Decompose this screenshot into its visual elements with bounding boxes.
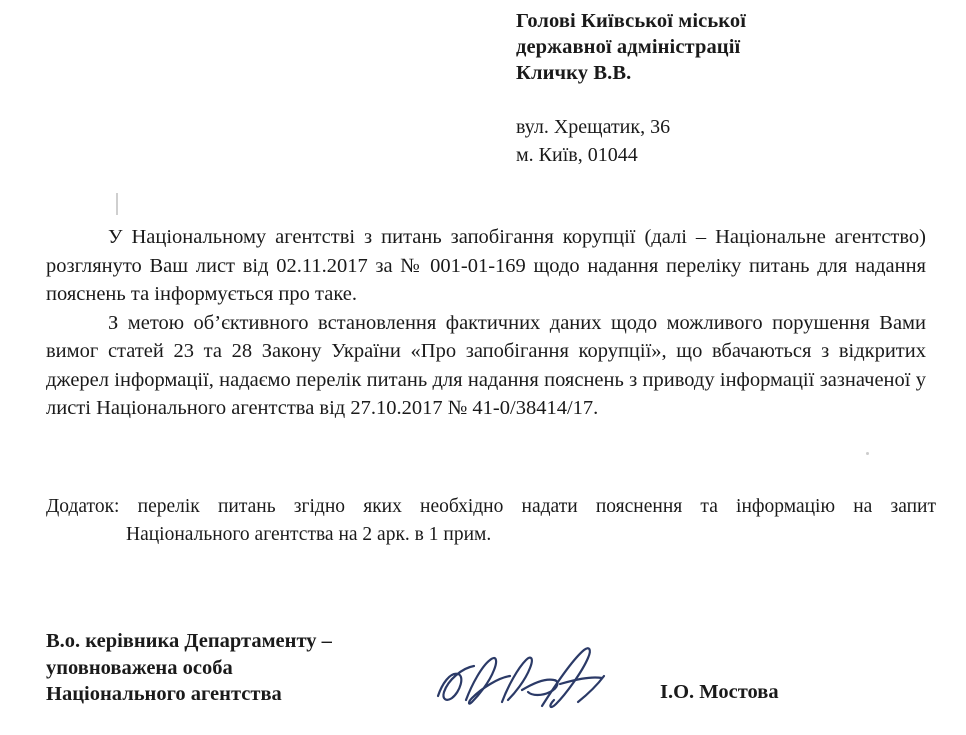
- addressee-line-3: Кличку В.В.: [516, 62, 632, 84]
- signer-name: І.О. Мостова: [660, 681, 779, 703]
- addressee-block: [516, 8, 936, 86]
- scan-artifact: [866, 452, 869, 455]
- signature-title-line-3: Національного агентства: [46, 683, 282, 705]
- signature-title-line-1: В.о. керівника Департаменту –: [46, 630, 332, 652]
- scan-artifact: [116, 193, 118, 215]
- addressee-line-1: Голові Київської міської: [516, 10, 747, 32]
- body-paragraph-2: З метою об’єктивного встановлення фактичних даних щодо можливого порушення Вами вимог статей 23 та 28 Закону України «Про запобігання корупції», що вбачаються з відкритих джерел інформації, надаємо перелік питань для надання пояснень з приводу інформації зазначеної у листі Національного агентства від 27.10.2017 № 41-0/38414/17.: [46, 311, 926, 419]
- attachment-note: [46, 493, 936, 549]
- attachment-line-2: Національного агентства на 2 арк. в 1 прим.: [126, 524, 492, 545]
- signature-block: [46, 628, 466, 708]
- handwritten-signature-icon: [432, 644, 652, 724]
- address-block: [516, 113, 936, 169]
- attachment-line-1: Додаток: перелік питань згідно яких необхідно надати пояснення та інформацію на запит: [46, 496, 936, 517]
- address-line-street: вул. Хрещатик, 36: [516, 116, 671, 138]
- addressee-line-2: державної адміністрації: [516, 36, 741, 58]
- signature-title-line-2: уповноважена особа: [46, 656, 233, 679]
- address-line-city: м. Київ, 01044: [516, 144, 638, 166]
- body-paragraph-1: У Національному агентстві з питань запобігання корупції (далі – Національне агентство) розглянуто Ваш лист від 02.11.2017 за № 001-01-169 щодо надання переліку питань для надання пояснень та інформується про таке.: [46, 226, 926, 305]
- letter-body: [46, 223, 926, 423]
